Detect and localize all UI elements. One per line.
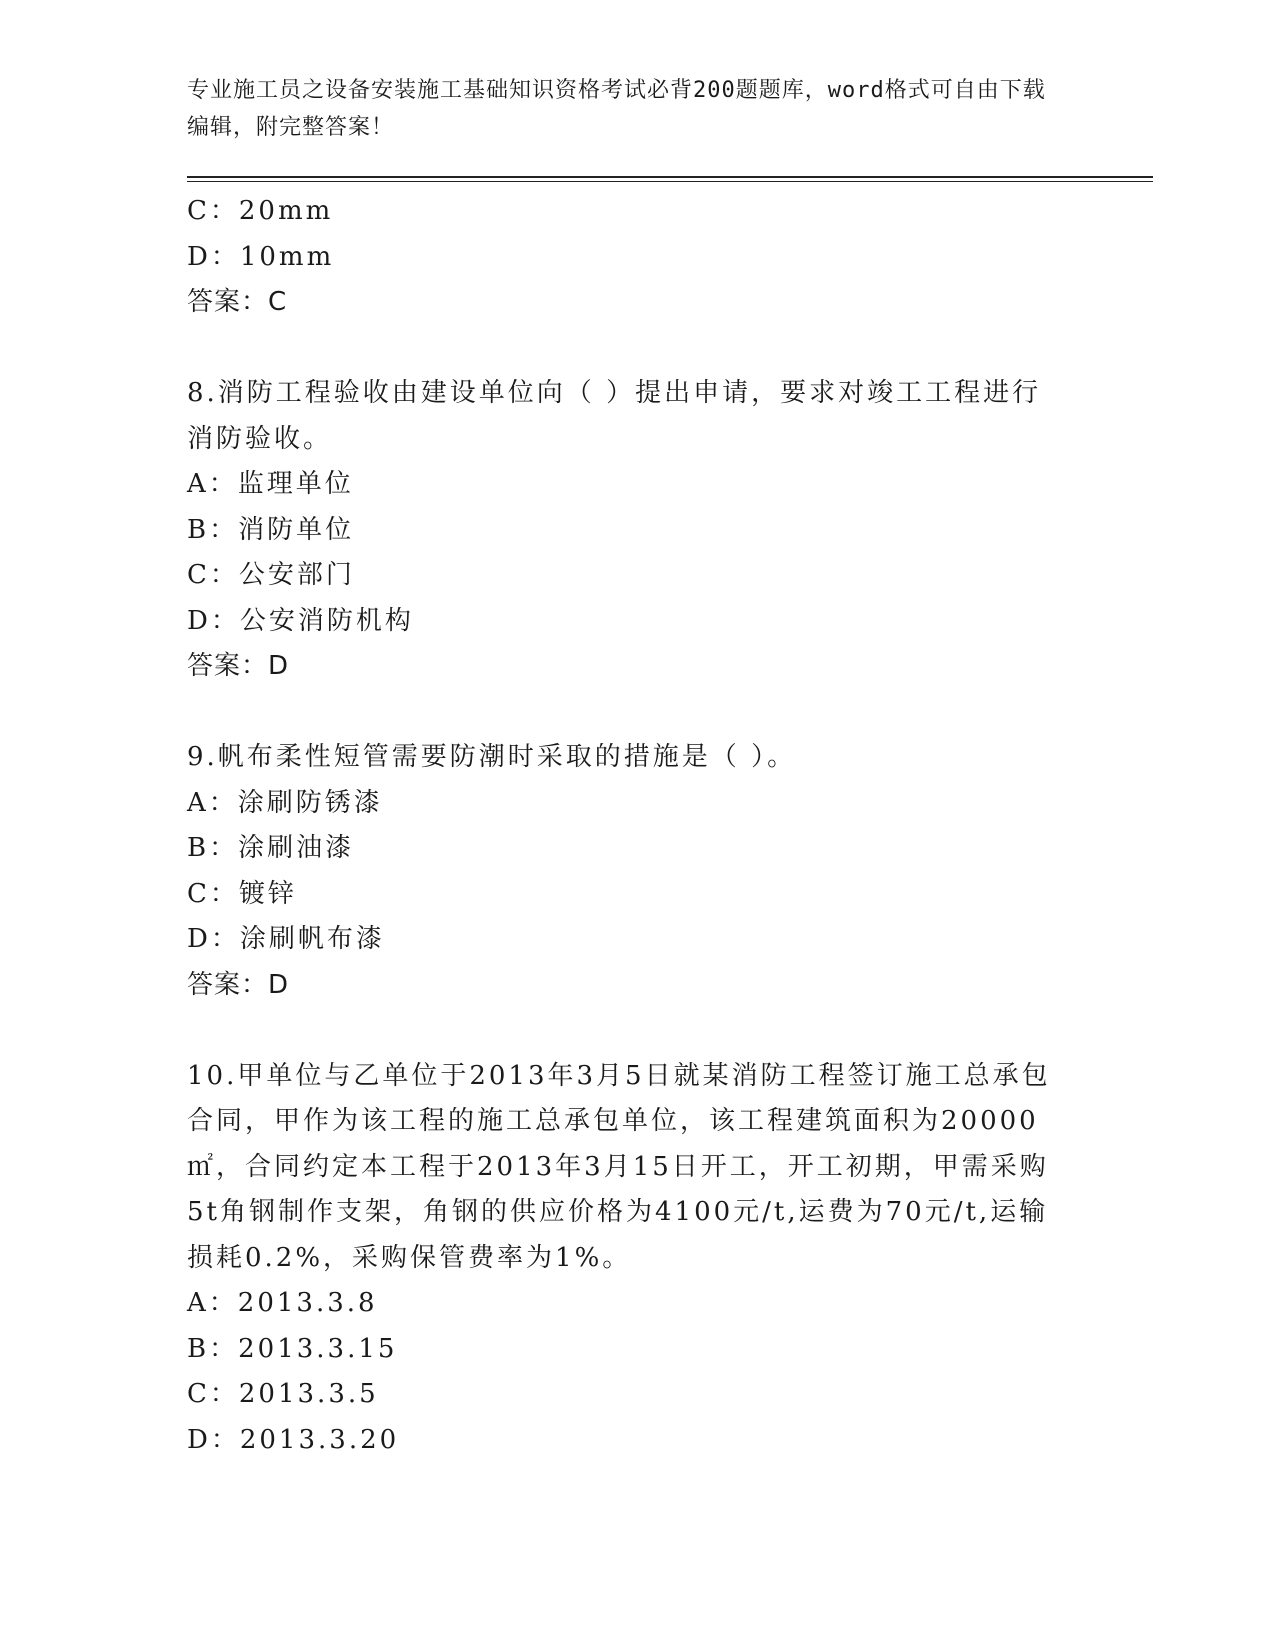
header-divider-thick — [187, 176, 1153, 178]
document-header: 专业施工员之设备安装施工基础知识资格考试必背200题题库，word格式可自由下载编辑，附完整答案！ — [187, 78, 1046, 140]
option-a: A：监理单位 — [187, 469, 354, 499]
answer-line: 答案：D — [187, 969, 290, 1000]
spacer — [187, 1008, 1067, 1054]
option-d: D：涂刷帆布漆 — [187, 924, 385, 954]
answer-line: 答案：D — [187, 651, 290, 681]
option-d: D：10mm — [187, 241, 335, 272]
option-a: A：2013.3.8 — [187, 1288, 378, 1318]
question-9 — [187, 735, 1067, 1008]
header-divider-thin — [187, 181, 1153, 182]
option-c: C：20mm — [187, 196, 334, 226]
option-b: B：2013.3.15 — [187, 1333, 398, 1364]
option-b: B：消防单位 — [187, 514, 355, 545]
question-8 — [187, 371, 1067, 690]
leading-question-fragment — [187, 189, 1067, 326]
option-c: C：镀锌 — [187, 878, 297, 909]
option-c: C：公安部门 — [187, 560, 355, 590]
option-c: C：2013.3.5 — [187, 1379, 379, 1409]
question-stem: 8.消防工程验收由建设单位向（ ）提出申请，要求对竣工工程进行消防验收。 — [187, 378, 1042, 454]
option-a: A：涂刷防锈漆 — [187, 787, 383, 818]
question-content — [187, 189, 1067, 1463]
option-d: D：公安消防机构 — [187, 605, 414, 636]
question-stem: 10.甲单位与乙单位于2013年3月5日就某消防工程签订施工总承包合同，甲作为该工程的施工总承包单位，该工程建筑面积为20000㎡，合同约定本工程于2013年3月15日开工，开工初期，甲需采购5t角钢制作支架，角钢的供应价格为4100元/t,运费为70元/t,运输损耗0.2%，采购保管费率为1%。 — [187, 1060, 1051, 1273]
spacer — [187, 326, 1067, 372]
spacer — [187, 690, 1067, 736]
option-b: B：涂刷油漆 — [187, 833, 355, 863]
question-10 — [187, 1054, 1067, 1464]
answer-line: 答案：C — [187, 287, 288, 317]
question-stem: 9.帆布柔性短管需要防潮时采取的措施是（ ）。 — [187, 742, 797, 772]
option-d: D：2013.3.20 — [187, 1424, 400, 1455]
